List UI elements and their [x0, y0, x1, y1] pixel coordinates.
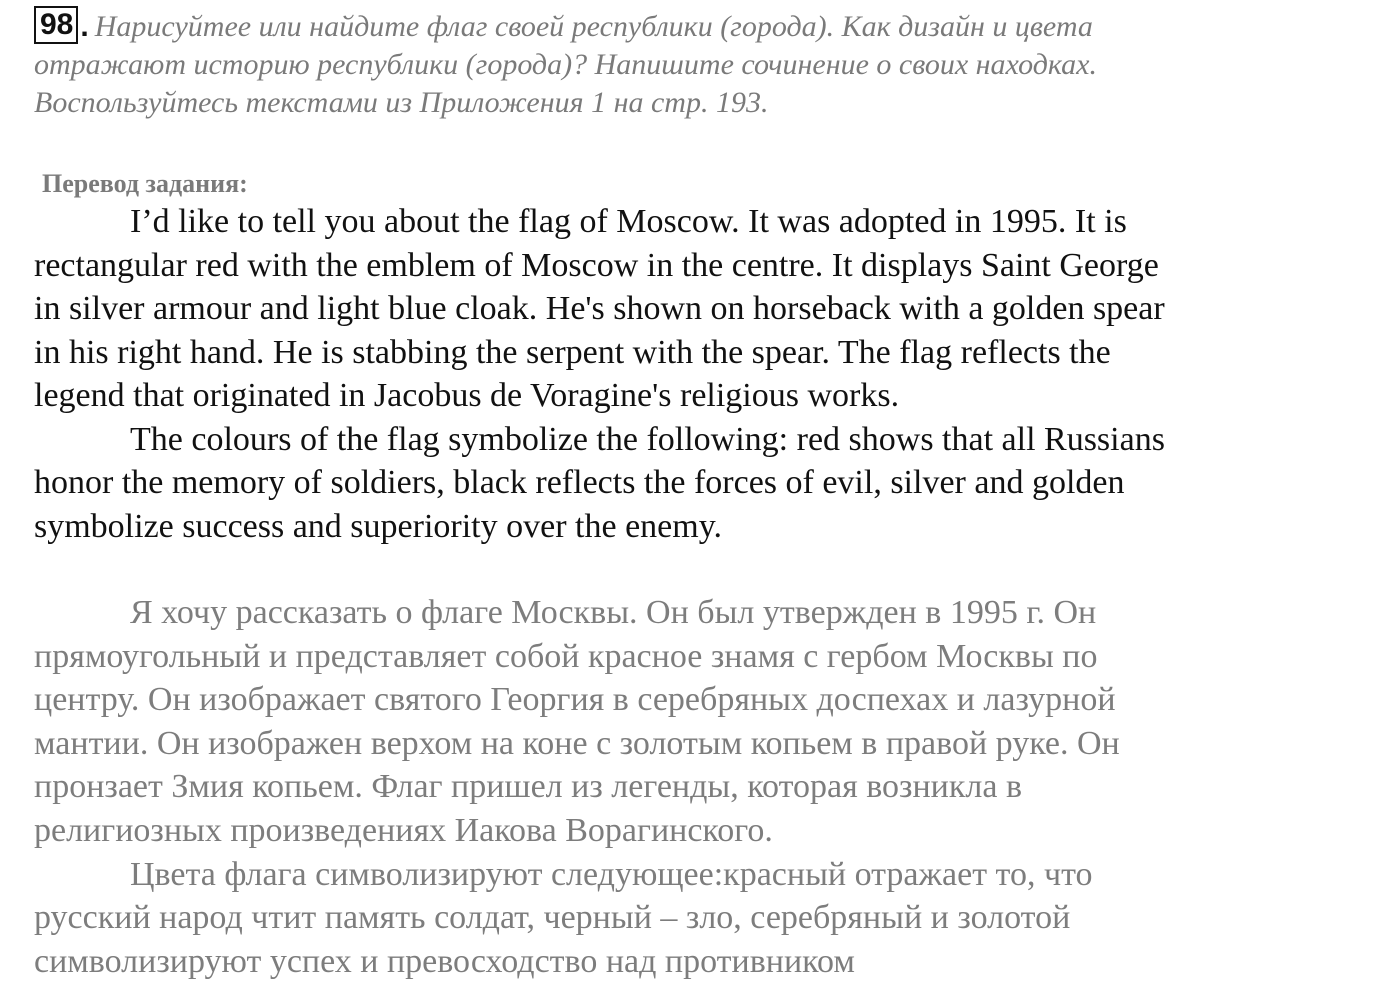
russian-paragraph-line: Цвета флага символизируют следующее:красный отражает то, что: [130, 855, 1093, 893]
english-paragraph-line: honor the memory of soldiers, black reflects the forces of evil, silver and golden: [34, 464, 1125, 501]
russian-paragraph-line: символизируют успех и превосходство над противником: [34, 942, 855, 980]
russian-paragraph-line: пронзает Змия копьем. Флаг пришел из легенды, которая возникла в: [34, 768, 1023, 806]
russian-paragraph-line: мантии. Он изображен верхом на коне с золотым копьем в правой руке. Он: [34, 724, 1120, 762]
exercise-instruction-line: отражают историю республики (города)? Напишите сочинение о своих находках.: [34, 48, 1097, 81]
instruction-text: Нарисуйтее или найдите флаг своей республики (города). Как дизайн и цвета: [94, 10, 1093, 43]
russian-paragraph-line: Я хочу рассказать о флаге Москвы. Он был утвержден в 1995 г. Он: [130, 594, 1097, 631]
translation-label: Перевод задания:: [42, 169, 248, 198]
english-paragraph-line: I’d like to tell you about the flag of Moscow. It was adopted in 1995. It is: [130, 203, 1127, 240]
exercise-number-box: 98: [34, 6, 78, 44]
russian-paragraph-line: религиозных произведениях Иакова Ворагинского.: [34, 811, 773, 849]
russian-paragraph-line: центру. Он изображает святого Георгия в серебряных доспехах и лазурной: [34, 681, 1116, 719]
exercise-instructions: [34, 6, 1364, 122]
english-paragraph-line: The colours of the flag symbolize the following: red shows that all Russians: [130, 420, 1165, 458]
russian-paragraph-line: прямоугольный и представляет собой красное знамя с гербом Москвы по: [34, 637, 1098, 675]
exercise-instruction-line: Воспользуйтесь текстами из Приложения 1 на стр. 193.: [34, 86, 769, 119]
english-paragraph-line: in his right hand. He is stabbing the serpent with the spear. The flag reflects the: [34, 333, 1111, 371]
english-paragraph-line: rectangular red with the emblem of Moscow in the centre. It displays Saint George: [34, 246, 1159, 284]
exercise-instruction-line: [34, 6, 1364, 46]
english-paragraph-line: legend that originated in Jacobus de Voragine's religious works.: [34, 377, 900, 414]
english-essay: [34, 200, 1364, 548]
english-paragraph-line: in silver armour and light blue cloak. He's shown on horseback with a golden spear: [34, 290, 1165, 327]
english-paragraph-line: symbolize success and superiority over the enemy.: [34, 507, 722, 545]
russian-essay: [34, 591, 1364, 983]
russian-paragraph-line: русский народ чтит память солдат, черный – зло, серебряный и золотой: [34, 899, 1071, 937]
exercise-number-dot: .: [80, 10, 89, 43]
